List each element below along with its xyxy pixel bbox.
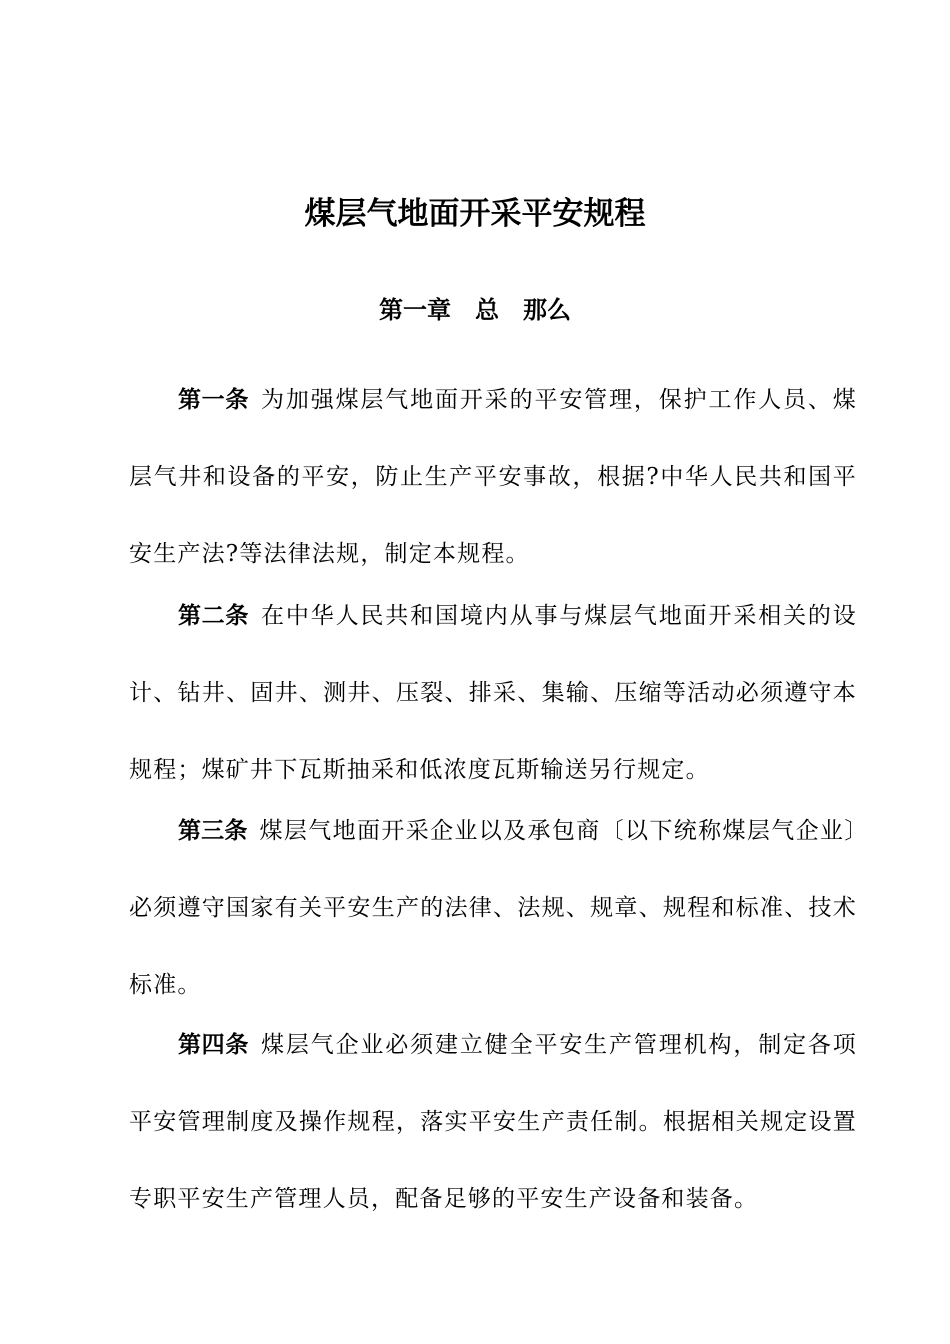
article-label: 第四条 bbox=[178, 1032, 249, 1058]
article-4 bbox=[129, 1007, 857, 1238]
article-label: 第三条 bbox=[178, 818, 248, 844]
article-text: 煤层气地面开采企业以及承包商〔以下统称煤层气企业〕必须遵守国家有关平安生产的法律、法规、规章、规程和标准、技术标准。 bbox=[129, 818, 857, 998]
article-2 bbox=[129, 578, 857, 809]
article-text: 在中华人民共和国境内从事与煤层气地面开采相关的设计、钻井、固井、测井、压裂、排采、集输、压缩等活动必须遵守本规程；煤矿井下瓦斯抽采和低浓度瓦斯输送另行规定。 bbox=[129, 603, 857, 783]
article-label: 第二条 bbox=[178, 603, 249, 629]
article-text: 煤层气企业必须建立健全平安生产管理机构，制定各项平安管理制度及操作规程，落实平安生产责任制。根据相关规定设置专职平安生产管理人员，配备足够的平安生产设备和装备。 bbox=[129, 1032, 857, 1212]
article-text: 为加强煤层气地面开采的平安管理，保护工作人员、煤层气井和设备的平安，防止生产平安事故，根据?中华人民共和国平安生产法?等法律法规，制定本规程。 bbox=[129, 387, 857, 567]
article-3 bbox=[129, 793, 857, 1024]
article-label: 第一条 bbox=[178, 387, 249, 413]
article-1 bbox=[129, 362, 857, 593]
chapter-heading: 第一章 总 那么 bbox=[379, 296, 571, 324]
document-title: 煤层气地面开采平安规程 bbox=[304, 196, 646, 232]
